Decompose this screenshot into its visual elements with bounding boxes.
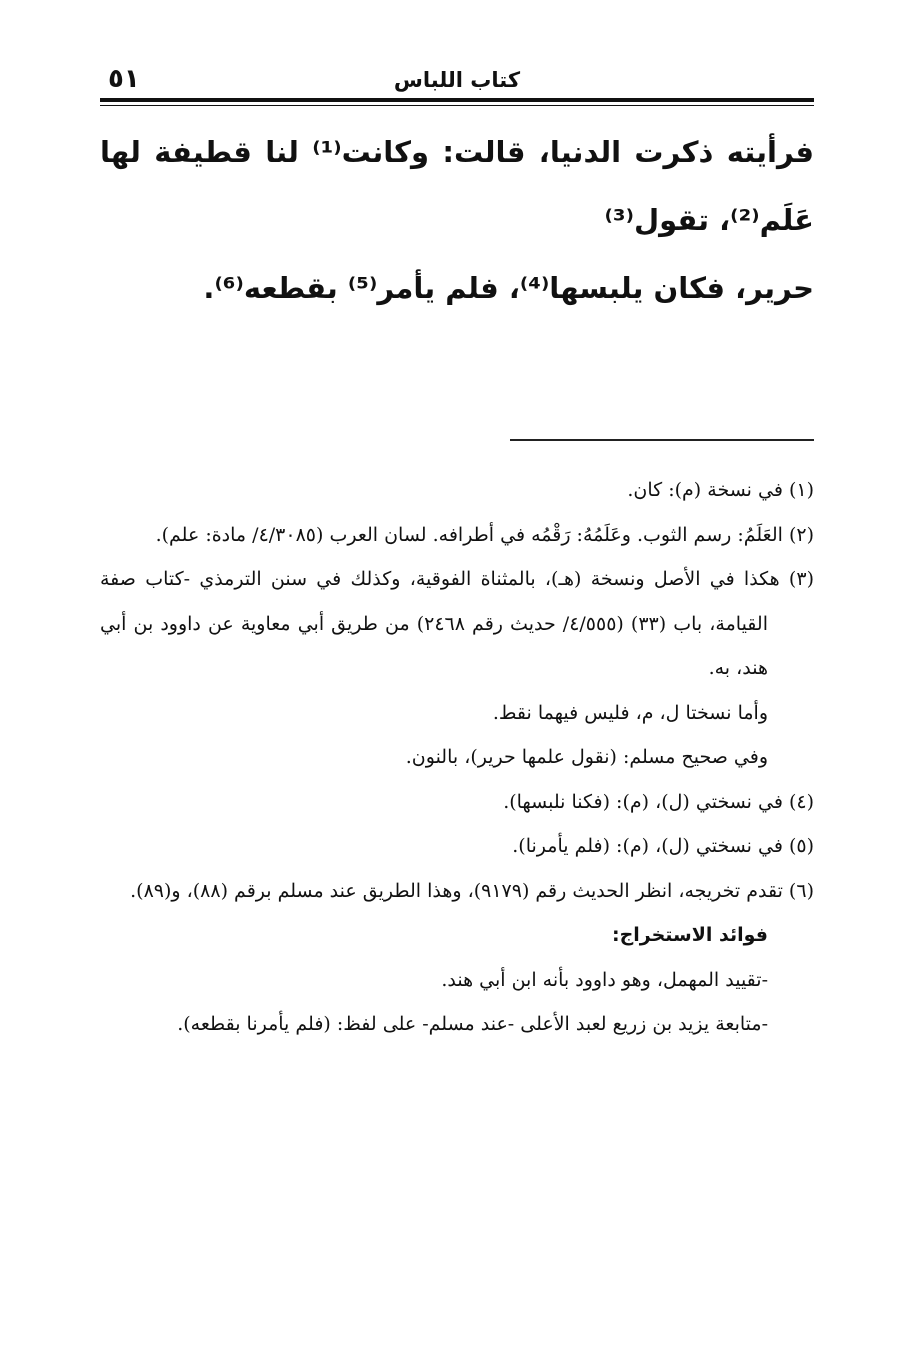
hadith-text: [100, 118, 814, 322]
footnote-5: (٥) في نسختي (ل)، (م): (فلم يأمرنا).: [512, 835, 814, 857]
running-header: [100, 60, 814, 100]
footnotes: [100, 468, 814, 1047]
benefit-item-2: -متابعة يزيد بن زريع لعبد الأعلى -عند مسلم- على لفظ: (فلم يأمرنا بقطعه).: [177, 1013, 768, 1035]
benefit-item-1: -تقييد المهمل، وهو داوود بأنه ابن أبي هند.: [441, 968, 768, 991]
page-number: ٥١: [108, 64, 140, 94]
hadith-line-1: فرأيته ذكرت الدنيا، قالت: وكانت⁽¹⁾ لنا قطيفة لها عَلَم⁽²⁾، تقول⁽³⁾: [100, 135, 814, 237]
footnote-6: (٦) تقدم تخريجه، انظر الحديث رقم (٩١٧٩)، وهذا الطريق عند مسلم برقم (٨٨)، و(٨٩).: [130, 879, 814, 902]
hadith-line-2: حرير، فكان يلبسها⁽⁴⁾، فلم يأمر⁽⁵⁾ بقطعه⁽⁶⁾.: [203, 271, 814, 305]
header-rule-thin: [100, 105, 814, 106]
footnote-3-note-b: وفي صحيح مسلم: (نقول علمها حرير)، بالنون.: [405, 746, 768, 768]
footnote-4: (٤) في نسختي (ل)، (م): (فكنا نلبسها).: [503, 790, 814, 813]
footnote-separator: [510, 439, 814, 441]
footnote-3: (٣) هكذا في الأصل ونسخة (هـ)، بالمثناة الفوقية، وكذلك في سنن الترمذي -كتاب صفة القيامة، باب (٣٣) (٤/٥٥٥/ حديث رقم ٢٤٦٨) من طريق أبي معاوية عن داوود بن أبي هند، به.: [100, 568, 814, 679]
book-title: كتاب اللباس: [393, 68, 521, 92]
header-rule-thick: [100, 98, 814, 102]
footnote-1: (١) في نسخة (م): كان.: [627, 479, 814, 501]
benefits-heading: فوائد الاستخراج:: [611, 924, 768, 946]
footnote-3-note-a: وأما نسختا ل، م، فليس فيهما نقط.: [492, 701, 768, 724]
footnote-2: (٢) العَلَمُ: رسم الثوب. وعَلَمُهُ: رَقْمُه في أطرافه. لسان العرب (٤/٣٠٨٥/ مادة: علم).: [155, 523, 814, 546]
